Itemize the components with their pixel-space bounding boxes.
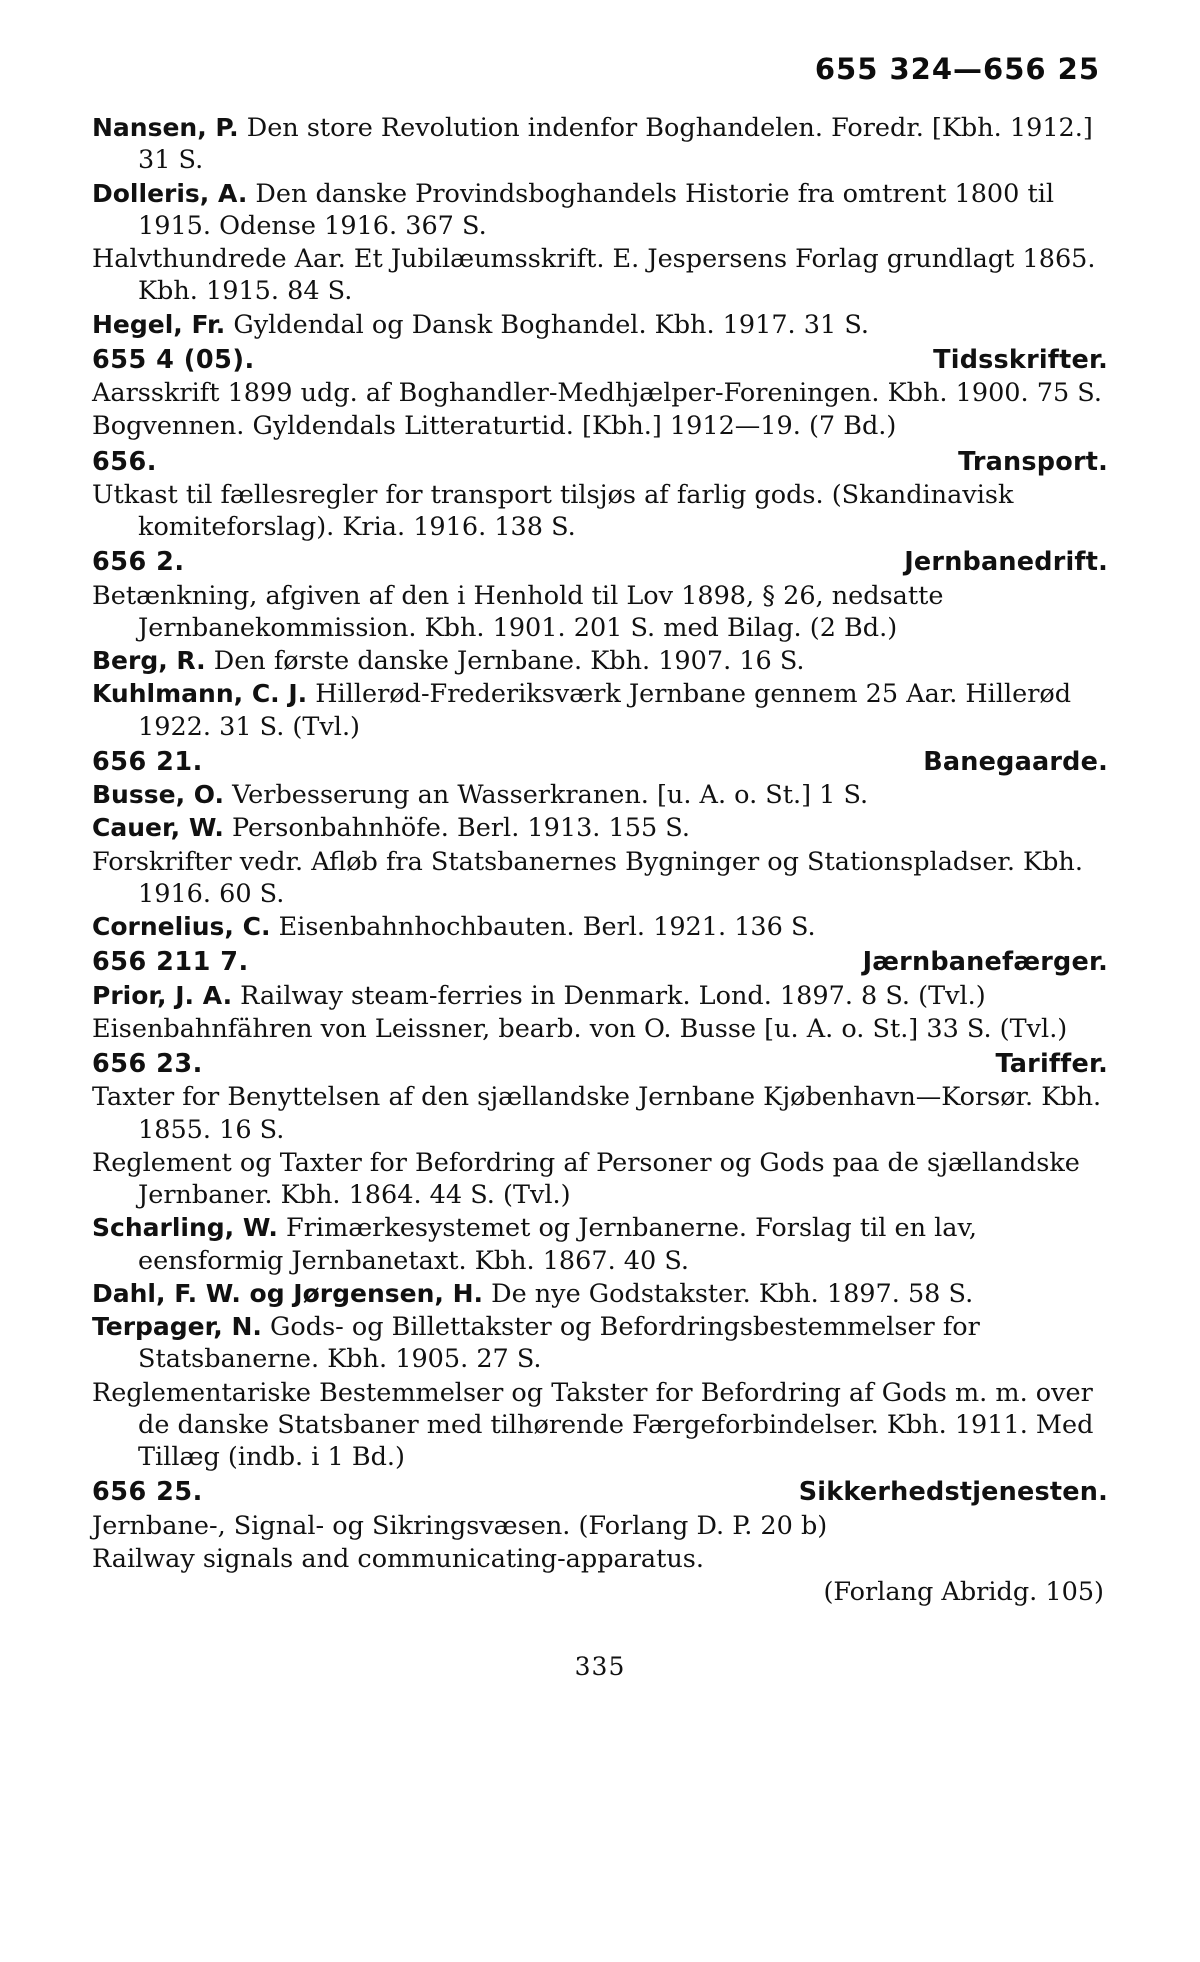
entry-text: Reglement og Taxter for Befordring af Personer og Gods paa de sjællandske Jernbaner. Kbh. 1864. 44 S. (Tvl.) [92,1147,1080,1210]
classification-number: 656 25. [92,1477,203,1508]
entry-author: Prior, J. A. [92,980,233,1010]
entry-author: Dolleris, A. [92,178,248,208]
entry-author: Dahl, F. W. og Jørgensen, H. [92,1278,484,1308]
bibliography-entry [92,1013,1108,1045]
classification-number: 656 21. [92,746,203,777]
bibliography-entry [92,1543,1108,1575]
classification-subject: Tariffer. [995,1049,1108,1079]
classification-subject: Sikkerhedstjenesten. [798,1477,1108,1508]
bibliography-entry [92,1377,1108,1474]
bibliography-entry [92,309,1108,341]
entry-text: Personbahnhöfe. Berl. 1913. 155 S. [223,813,690,844]
classification-number: 656. [92,446,157,477]
bibliography-entry [92,678,1108,743]
entry-text: Eisenbahnhochbauten. Berl. 1921. 136 S. [270,912,816,942]
classification-subject: Banegaarde. [923,746,1108,777]
classification-line [92,946,1108,978]
bibliography-entry [92,1147,1108,1212]
entry-text: Den første danske Jernbane. Kbh. 1907. 16 S. [205,646,805,676]
entry-author: Scharling, W. [92,1213,278,1243]
bibliography-entry [92,1311,1108,1376]
entry-author: Hegel, Fr. [92,309,226,339]
entry-text: Forskrifter vedr. Afløb fra Statsbanernes Bygninger og Stationspladser. Kbh. 1916. 60 S. [92,846,1083,909]
bibliography-entry [92,1212,1108,1277]
classification-line [92,1048,1108,1080]
classification-number: 656 211 7. [92,947,249,978]
classification-line [92,344,1108,376]
bibliography-entry [92,1510,1108,1542]
bibliography-entry [92,479,1108,544]
bibliography-entry [92,645,1108,677]
entry-text: Aarsskrift 1899 udg. af Boghandler-Medhjælper-Foreningen. Kbh. 1900. 75 S. [92,378,1102,408]
entry-author: Busse, O. [92,780,224,809]
bibliography-entry [92,580,1108,645]
bibliography-entry [92,1278,1108,1310]
entry-text: (Forlang Abridg. 105) [823,1577,1104,1607]
entry-author: Terpager, N. [92,1312,262,1341]
classification-subject: Tidsskrifter. [933,344,1108,375]
bibliography-entry [92,812,1108,844]
entry-text: Hillerød-Frederiksværk Jernbane gennem 25 Aar. Hillerød 1922. 31 S. (Tvl.) [138,679,1072,742]
bibliography-entry [92,377,1108,409]
entry-author: Nansen, P. [92,113,239,142]
entry-author: Kuhlmann, C. J. [92,679,308,709]
bibliography-entry [92,911,1108,943]
entry-author: Berg, R. [92,646,206,675]
classification-number: 655 4 (05). [92,344,255,375]
bibliography-entry [92,980,1108,1012]
entry-text: Eisenbahnfähren von Leissner, bearb. von O. Busse [u. A. o. St.] 33 S. (Tvl.) [92,1013,1068,1044]
classification-number: 656 2. [92,547,185,578]
classification-line [92,746,1108,778]
classification-subject: Transport. [958,446,1108,477]
bibliography-entry [92,178,1108,243]
bibliography-entry [92,243,1108,308]
classification-subject: Jærnbanefærger. [862,947,1108,978]
bibliography-entry [92,1081,1108,1146]
entry-text: De nye Godstakster. Kbh. 1897. 58 S. [483,1278,974,1309]
entry-author: Cornelius, C. [92,912,271,941]
page-number: 335 [574,1652,626,1682]
bibliography-entry [92,112,1108,177]
running-head: 655 324—656 25 [814,52,1100,86]
classification-line [92,446,1108,478]
entry-text: Jernbane-, Signal- og Sikringsvæsen. (Forlang D. P. 20 b) [92,1510,828,1541]
classification-line [92,1476,1108,1508]
bibliography-entry [92,410,1108,442]
entry-text: Den store Revolution indenfor Boghandelen. Foredr. [Kbh. 1912.] 31 S. [138,113,1093,176]
entry-text: Halvthundrede Aar. Et Jubilæumsskrift. E. Jespersens Forlag grundlagt 1865. Kbh. 1915. 84 S. [92,244,1096,307]
entry-text: Railway signals and communicating-apparatus. [92,1543,704,1574]
classification-number: 656 23. [92,1049,203,1079]
entry-author: Cauer, W. [92,813,224,843]
classification-subject: Jernbanedrift. [904,547,1108,578]
entry-text: Railway steam-ferries in Denmark. Lond. 1897. 8 S. (Tvl.) [232,980,986,1011]
entry-text: Bogvennen. Gyldendals Litteraturtid. [Kbh.] 1912—19. (7 Bd.) [92,411,897,442]
catalog-note [92,1576,1108,1608]
entry-text: Gods- og Billettakster og Befordringsbestemmelser for Statsbanerne. Kbh. 1905. 27 S. [138,1312,980,1375]
entry-text: Betænkning, afgiven af den i Henhold til Lov 1898, § 26, nedsatte Jernbanekommission. Kbh. 1901. 201 S. med Bilag. (2 Bd.) [92,580,944,643]
entry-text: Taxter for Benyttelsen af den sjællandske Jernbane Kjøbenhavn—Korsør. Kbh. 1855. 16 S. [92,1082,1102,1145]
entry-text: Verbesserung an Wasserkranen. [u. A. o. St.] 1 S. [223,780,869,810]
bibliography-entry-list [92,112,1108,1608]
entry-text: Utkast til fællesregler for transport tilsjøs af farlig gods. (Skandinavisk komiteforslag). Kria. 1916. 138 S. [92,479,1014,542]
entry-text: Frimærkesystemet og Jernbanerne. Forslag til en lav, eensformig Jernbanetaxt. Kbh. 1867. 40 S. [138,1213,977,1276]
entry-text: Reglementariske Bestemmelser og Takster for Befordring af Gods m. m. over de danske Statsbaner med tilhørende Færgeforbindelser. Kbh. 1911. Med Tillæg (indb. i 1 Bd.) [92,1377,1094,1472]
bibliography-entry [92,779,1108,811]
entry-text: Gyldendal og Dansk Boghandel. Kbh. 1917. 31 S. [225,309,869,340]
classification-line [92,546,1108,578]
bibliography-entry [92,846,1108,911]
entry-text: Den danske Provindsboghandels Historie fra omtrent 1800 til 1915. Odense 1916. 367 S. [138,178,1055,241]
